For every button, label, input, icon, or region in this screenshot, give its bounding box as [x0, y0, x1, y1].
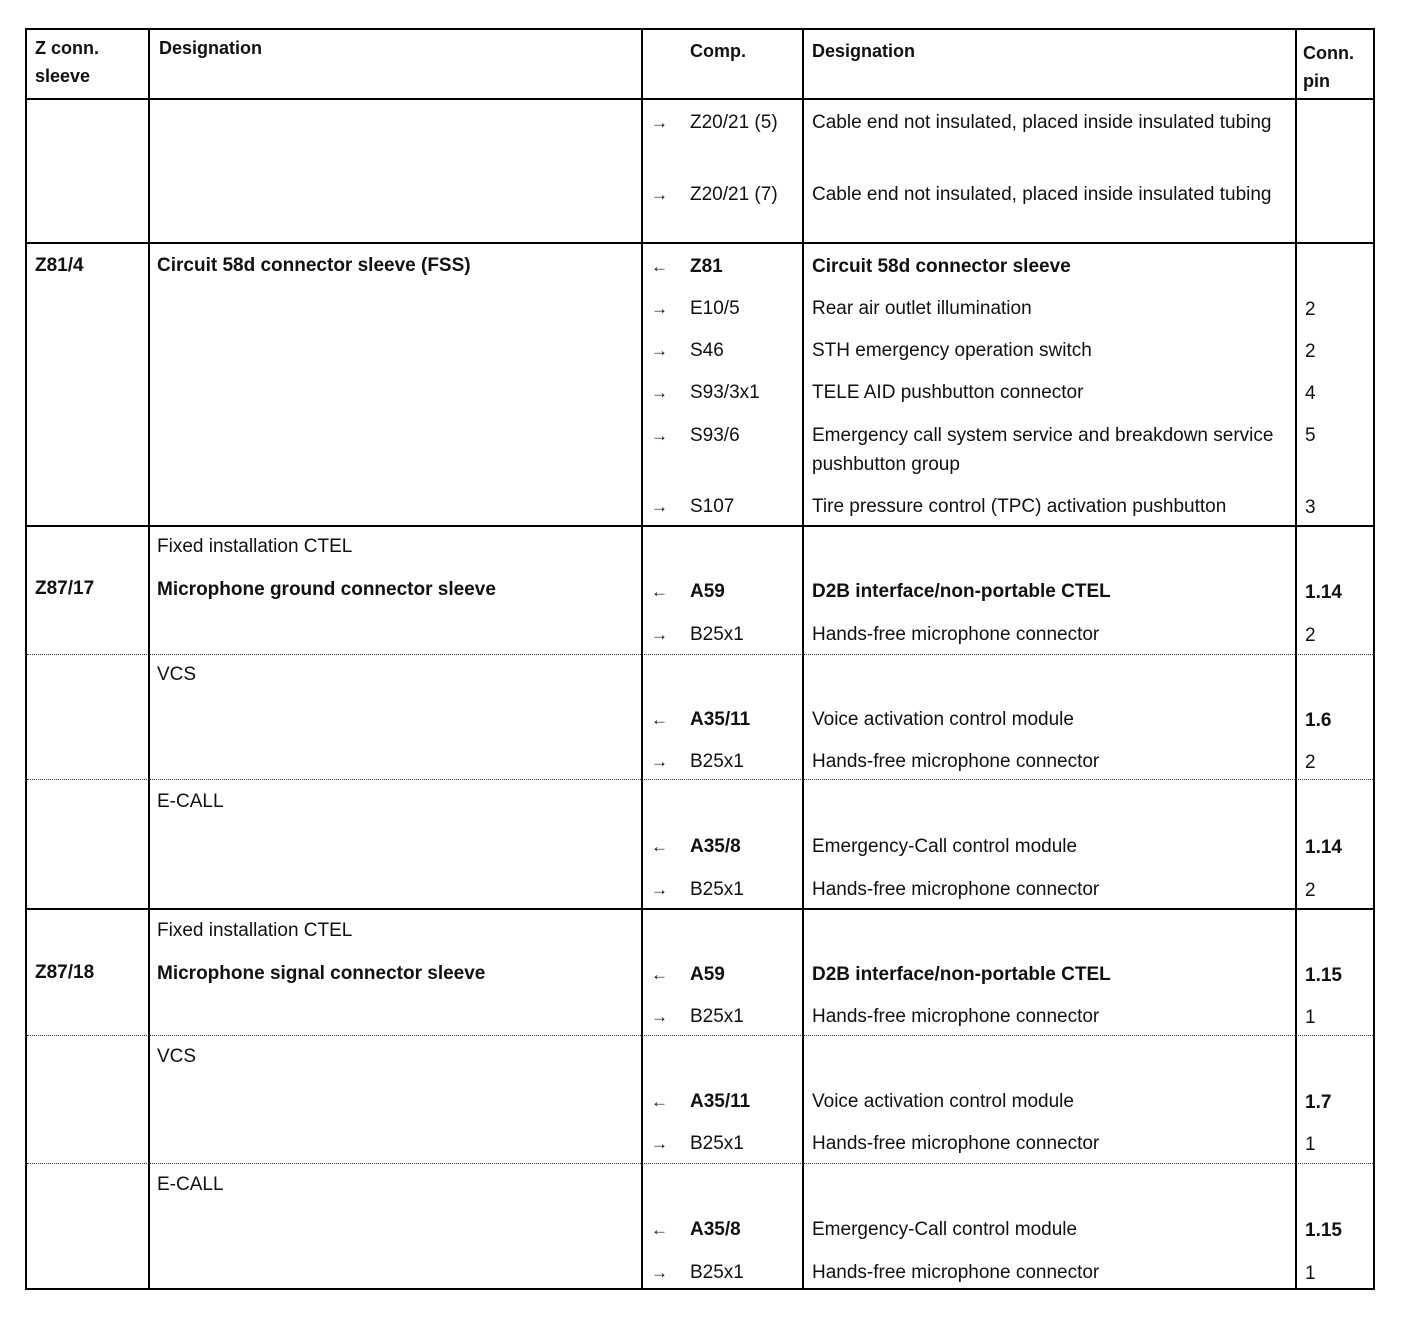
col-divider-4	[1295, 30, 1297, 1288]
designation-cell: Hands-free microphone connector	[812, 1133, 1100, 1154]
designation-cell: Hands-free microphone connector	[812, 1262, 1100, 1283]
pin-cell: 1.14	[1305, 837, 1342, 858]
sleeve-id: Z87/18	[35, 962, 95, 983]
designation-cell: Rear air outlet illumination	[812, 298, 1032, 319]
sleeve-designation: Microphone ground connector sleeve	[157, 579, 496, 600]
designation-cell: STH emergency operation switch	[812, 340, 1092, 361]
comp-cell: Z20/21 (7)	[690, 184, 778, 205]
designation-cell: Hands-free microphone connector	[812, 1006, 1100, 1027]
pin-cell: 2	[1305, 625, 1316, 646]
pin-cell: 1.7	[1305, 1092, 1332, 1113]
pin-cell: 1	[1305, 1134, 1316, 1155]
arrow-out-icon: →	[651, 752, 668, 771]
connector-table	[25, 28, 1375, 1290]
comp-cell: S93/6	[690, 425, 740, 446]
section-title: E-CALL	[157, 791, 224, 812]
arrow-in-icon: ←	[651, 1220, 668, 1239]
comp-cell: A35/11	[690, 1091, 751, 1112]
section-title: Fixed installation CTEL	[157, 536, 353, 557]
designation-cell: Cable end not insulated, placed inside insulated tubing	[812, 112, 1272, 133]
comp-cell: B25x1	[690, 879, 744, 900]
pin-cell: 2	[1305, 341, 1316, 362]
pin-cell: 1	[1305, 1263, 1316, 1284]
pin-cell: 1	[1305, 1007, 1316, 1028]
pin-cell: 4	[1305, 383, 1316, 404]
section-title: VCS	[157, 1046, 197, 1067]
comp-cell: A59	[690, 964, 725, 985]
arrow-out-icon: →	[651, 1263, 668, 1282]
section-title: Fixed installation CTEL	[157, 920, 353, 941]
comp-cell: A59	[690, 581, 725, 602]
arrow-out-icon: →	[651, 497, 668, 516]
sleeve-designation: Circuit 58d connector sleeve (FSS)	[157, 255, 471, 276]
designation-cell: TELE AID pushbutton connector	[812, 382, 1084, 403]
pin-cell: 2	[1305, 299, 1316, 320]
designation-cell: Emergency call system service and breakdown service pushbutton group	[812, 425, 1274, 475]
pin-cell: 1.6	[1305, 710, 1332, 731]
comp-cell: Z20/21 (5)	[690, 112, 778, 133]
designation-cell: Hands-free microphone connector	[812, 751, 1100, 772]
designation-cell: Hands-free microphone connector	[812, 624, 1100, 645]
pin-cell: 1.15	[1305, 1220, 1342, 1241]
header-z-conn-sleeve: Z conn. sleeve	[35, 38, 99, 86]
comp-cell: B25x1	[690, 1006, 744, 1027]
pin-cell: 2	[1305, 752, 1316, 773]
designation-cell: Voice activation control module	[812, 709, 1074, 730]
arrow-out-icon: →	[651, 625, 668, 644]
group-separator	[27, 525, 1373, 527]
section-separator	[27, 1035, 1373, 1036]
section-separator	[27, 779, 1373, 780]
header-conn-pin: Conn. pin	[1303, 43, 1354, 91]
section-title: E-CALL	[157, 1174, 224, 1195]
comp-cell: S93/3x1	[690, 382, 760, 403]
designation-cell: Emergency-Call control module	[812, 1219, 1078, 1240]
comp-cell: A35/8	[690, 836, 741, 857]
col-divider-2	[641, 30, 643, 1288]
table-header	[27, 30, 1373, 100]
section-separator	[27, 654, 1373, 655]
sleeve-designation: Microphone signal connector sleeve	[157, 963, 486, 984]
arrow-out-icon: →	[651, 185, 668, 204]
comp-cell: B25x1	[690, 1133, 744, 1154]
arrow-out-icon: →	[651, 1007, 668, 1026]
header-comp: Comp.	[690, 41, 746, 61]
comp-cell: B25x1	[690, 624, 744, 645]
pin-cell: 2	[1305, 880, 1316, 901]
designation-cell: Circuit 58d connector sleeve	[812, 256, 1071, 277]
arrow-in-icon: ←	[651, 837, 668, 856]
arrow-out-icon: →	[651, 880, 668, 899]
arrow-in-icon: ←	[651, 965, 668, 984]
comp-cell: S107	[690, 496, 735, 517]
comp-cell: B25x1	[690, 1262, 744, 1283]
designation-cell: Cable end not insulated, placed inside insulated tubing	[812, 184, 1272, 205]
section-separator	[27, 1163, 1373, 1164]
header-designation-right: Designation	[812, 41, 916, 61]
arrow-out-icon: →	[651, 113, 668, 132]
section-title: VCS	[157, 664, 197, 685]
arrow-out-icon: →	[651, 1134, 668, 1153]
pin-cell: 1.14	[1305, 582, 1342, 603]
designation-cell: Emergency-Call control module	[812, 836, 1078, 857]
sleeve-id: Z87/17	[35, 578, 95, 599]
comp-cell: E10/5	[690, 298, 740, 319]
comp-cell: A35/11	[690, 709, 751, 730]
designation-cell: Tire pressure control (TPC) activation pushbutton	[812, 496, 1227, 517]
col-divider-1	[148, 30, 150, 1288]
designation-cell: Voice activation control module	[812, 1091, 1074, 1112]
designation-cell: D2B interface/non-portable CTEL	[812, 964, 1111, 985]
arrow-out-icon: →	[651, 383, 668, 402]
group-separator	[27, 908, 1373, 910]
arrow-out-icon: →	[651, 341, 668, 360]
arrow-in-icon: ←	[651, 582, 668, 601]
header-designation-left: Designation	[159, 38, 263, 58]
comp-cell: B25x1	[690, 751, 744, 772]
pin-cell: 3	[1305, 497, 1316, 518]
comp-cell: A35/8	[690, 1219, 741, 1240]
comp-cell: S46	[690, 340, 724, 361]
designation-cell: Hands-free microphone connector	[812, 879, 1100, 900]
pin-cell: 1.15	[1305, 965, 1342, 986]
arrow-in-icon: ←	[651, 710, 668, 729]
sleeve-id: Z81/4	[35, 255, 84, 276]
arrow-in-icon: ←	[651, 257, 668, 276]
arrow-in-icon: ←	[651, 1092, 668, 1111]
pin-cell: 5	[1305, 425, 1316, 446]
arrow-out-icon: →	[651, 299, 668, 318]
col-divider-3	[802, 30, 804, 1288]
comp-cell: Z81	[690, 256, 723, 277]
group-separator	[27, 242, 1373, 244]
arrow-out-icon: →	[651, 426, 668, 445]
designation-cell: D2B interface/non-portable CTEL	[812, 581, 1111, 602]
